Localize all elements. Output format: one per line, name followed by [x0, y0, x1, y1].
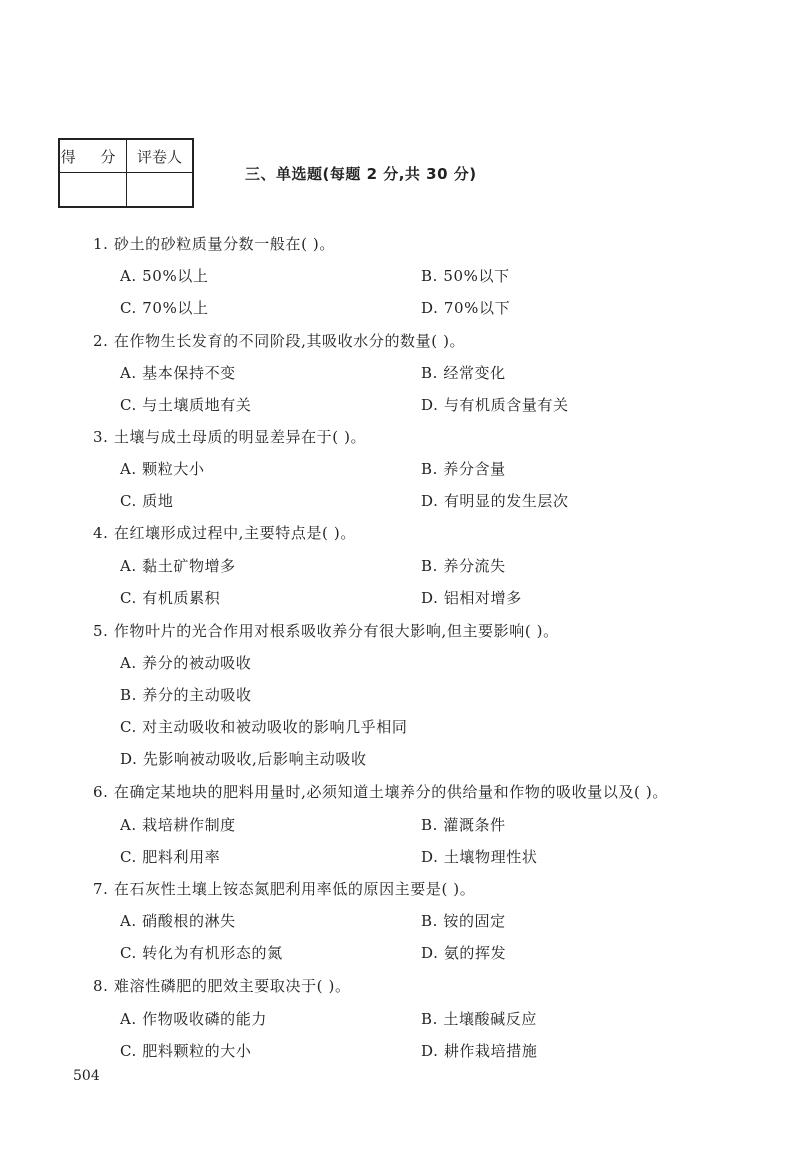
option-d[interactable]: D. 耕作栽培措施 — [421, 1042, 538, 1060]
option-b[interactable]: B. 土壤酸碱反应 — [421, 1010, 537, 1028]
section-title: 三、单选题(每题 2 分,共 30 分) — [245, 165, 477, 183]
question-stem: 6. 在确定某地块的肥料用量时,必须知道土壤养分的供给量和作物的吸收量以及( )。 — [93, 783, 668, 801]
option-b[interactable]: B. 养分含量 — [421, 460, 506, 478]
option-c[interactable]: C. 肥料利用率 — [120, 848, 221, 866]
option-b[interactable]: B. 灌溉条件 — [421, 816, 506, 834]
score-box — [58, 138, 194, 208]
question-stem: 7. 在石灰性土壤上铵态氮肥利用率低的原因主要是( )。 — [93, 880, 476, 898]
option-a[interactable]: A. 颗粒大小 — [120, 460, 205, 478]
option-d[interactable]: D. 氨的挥发 — [421, 944, 507, 962]
option-b[interactable]: B. 经常变化 — [421, 364, 506, 382]
option-a[interactable]: A. 养分的被动吸收 — [120, 654, 252, 672]
option-d[interactable]: D. 有明显的发生层次 — [421, 492, 569, 510]
question-stem: 1. 砂土的砂粒质量分数一般在( )。 — [93, 235, 335, 253]
question-stem: 5. 作物叶片的光合作用对根系吸收养分有很大影响,但主要影响( )。 — [93, 622, 559, 640]
score-cell[interactable] — [59, 173, 127, 208]
option-b[interactable]: B. 50%以下 — [421, 267, 510, 285]
option-b[interactable]: B. 铵的固定 — [421, 912, 506, 930]
option-d[interactable]: D. 土壤物理性状 — [421, 848, 538, 866]
question-stem: 4. 在红壤形成过程中,主要特点是( )。 — [93, 524, 356, 542]
option-c[interactable]: C. 质地 — [120, 492, 174, 510]
page-number: 504 — [73, 1068, 100, 1084]
option-a[interactable]: A. 黏土矿物增多 — [120, 557, 236, 575]
option-d[interactable]: D. 先影响被动吸收,后影响主动吸收 — [120, 750, 367, 768]
option-a[interactable]: A. 硝酸根的淋失 — [120, 912, 236, 930]
grader-label: 评卷人 — [127, 139, 194, 173]
option-b[interactable]: B. 养分的主动吸收 — [120, 686, 252, 704]
option-c[interactable]: C. 转化为有机形态的氮 — [120, 944, 283, 962]
option-b[interactable]: B. 养分流失 — [421, 557, 506, 575]
question-stem: 8. 难溶性磷肥的肥效主要取决于( )。 — [93, 977, 351, 995]
option-c[interactable]: C. 有机质累积 — [120, 589, 221, 607]
grader-cell[interactable] — [127, 173, 194, 208]
option-a[interactable]: A. 50%以上 — [120, 267, 209, 285]
question-stem: 2. 在作物生长发育的不同阶段,其吸收水分的数量( )。 — [93, 332, 466, 350]
option-d[interactable]: D. 70%以下 — [421, 299, 511, 317]
option-d[interactable]: D. 铝相对增多 — [421, 589, 522, 607]
option-a[interactable]: A. 作物吸收磷的能力 — [120, 1010, 267, 1028]
option-c[interactable]: C. 与土壤质地有关 — [120, 396, 252, 414]
option-c[interactable]: C. 对主动吸收和被动吸收的影响几乎相同 — [120, 718, 408, 736]
option-a[interactable]: A. 栽培耕作制度 — [120, 816, 236, 834]
question-stem: 3. 土壤与成土母质的明显差异在于( )。 — [93, 428, 367, 446]
option-a[interactable]: A. 基本保持不变 — [120, 364, 236, 382]
option-c[interactable]: C. 70%以上 — [120, 299, 209, 317]
option-c[interactable]: C. 肥料颗粒的大小 — [120, 1042, 252, 1060]
score-label: 得 分 — [59, 139, 127, 173]
option-d[interactable]: D. 与有机质含量有关 — [421, 396, 569, 414]
